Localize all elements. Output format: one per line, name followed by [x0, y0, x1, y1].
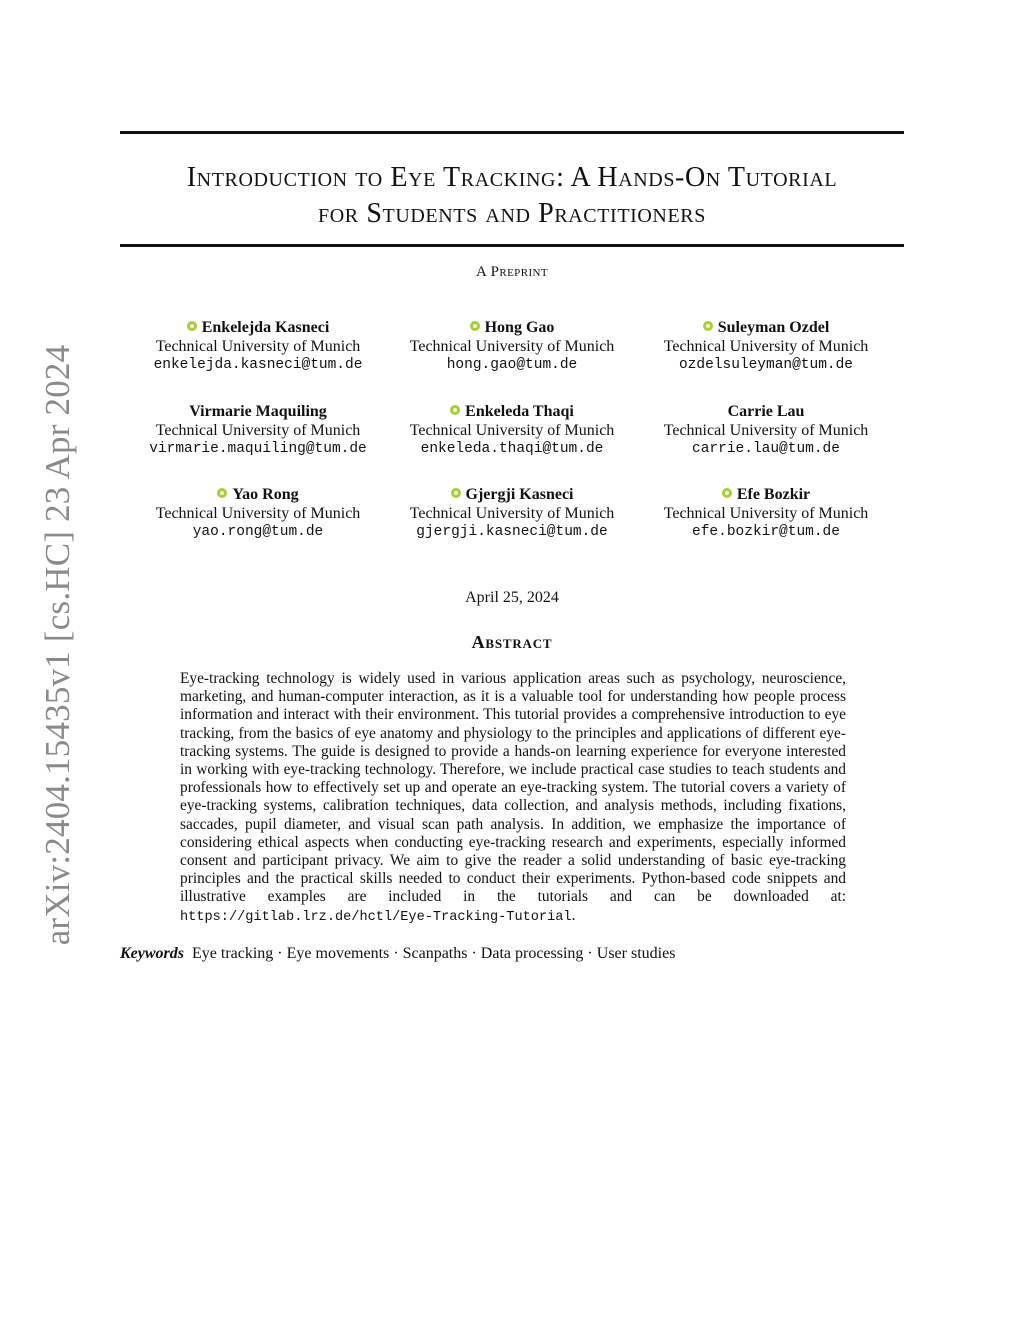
author-name: Suleyman Ozdel — [717, 319, 830, 336]
author-block — [382, 485, 642, 542]
author-name: Yao Rong — [232, 486, 299, 503]
author-email[interactable]: efe.bozkir@tum.de — [692, 524, 840, 540]
author-email[interactable]: carrie.lau@tum.de — [692, 441, 840, 457]
title-top-rule — [120, 131, 904, 134]
author-name: Hong Gao — [484, 319, 555, 336]
author-email[interactable]: enkeleda.thaqi@tum.de — [420, 441, 604, 457]
tutorial-link[interactable]: https://gitlab.lrz.de/hctl/Eye-Tracking-Tutorial — [180, 909, 572, 925]
author-block — [636, 318, 896, 375]
orcid-icon[interactable] — [722, 488, 732, 498]
title-line-2: for Students and Practitioners — [318, 198, 706, 229]
paper-title — [120, 160, 904, 232]
orcid-icon[interactable] — [450, 405, 460, 415]
author-affiliation: Technical University of Munich — [409, 505, 615, 522]
author-affiliation: Technical University of Munich — [663, 338, 869, 355]
author-email[interactable]: virmarie.maquiling@tum.de — [149, 441, 367, 457]
author-block — [128, 485, 388, 542]
abstract-body — [180, 670, 846, 927]
arxiv-stamp: arXiv:2404.15435v1 [cs.HC] 23 Apr 2024 — [38, 344, 77, 946]
author-name: Enkelejda Kasneci — [201, 319, 330, 336]
author-name: Carrie Lau — [727, 403, 805, 420]
author-affiliation: Technical University of Munich — [409, 338, 615, 355]
orcid-icon[interactable] — [187, 321, 197, 331]
author-affiliation: Technical University of Munich — [155, 338, 361, 355]
author-block — [636, 402, 896, 459]
keywords-line — [120, 945, 904, 963]
orcid-icon[interactable] — [470, 321, 480, 331]
author-name: Efe Bozkir — [736, 486, 811, 503]
orcid-icon[interactable] — [451, 488, 461, 498]
author-email[interactable]: hong.gao@tum.de — [446, 357, 578, 373]
author-block — [128, 402, 388, 459]
keywords-text: Eye tracking · Eye movements · Scanpaths · Data processing · User studies — [192, 945, 676, 962]
abstract-heading: Abstract — [471, 632, 553, 652]
title-bottom-rule — [120, 244, 904, 247]
title-line-1: Introduction to Eye Tracking: A Hands-On Tutorial — [186, 162, 838, 193]
orcid-icon[interactable] — [703, 321, 713, 331]
keywords-label: Keywords — [120, 945, 184, 962]
author-block — [382, 402, 642, 459]
author-affiliation: Technical University of Munich — [155, 505, 361, 522]
author-name: Enkeleda Thaqi — [465, 403, 574, 420]
author-affiliation: Technical University of Munich — [409, 422, 615, 439]
author-affiliation: Technical University of Munich — [663, 505, 869, 522]
abstract-end: . — [571, 906, 576, 924]
abstract-text: Eye-tracking technology is widely used in various application areas such as psychology, neuroscience, marketing, and human-computer interaction, as it is a valuable tool for understanding how people process information and interact with their environment. This tutorial provides a comprehensive introduction to eye tracking, from the basics of eye anatomy and physiology to the principles and applications of different eye-tracking systems. The guide is designed to provide a hands-on learning experience for everyone interested in working with eye-tracking technology. Therefore, we include practical case studies to teach students and professionals how to effectively set up and operate an eye-tracking system. The tutorial covers a variety of eye-tracking systems, calibration techniques, data collection, and analysis methods, including fixations, saccades, pupil diameter, and visual scan path analysis. In addition, we emphasize the importance of considering ethical aspects when conducting eye-tracking research and experiments, especially informed consent and participant privacy. We aim to give the reader a solid understanding of basic eye-tracking principles and the practical skills needed to conduct their experiments. Python-based code snippets and illustrative examples are included in the tutorials and can be downloaded at: — [180, 670, 846, 906]
author-email[interactable]: yao.rong@tum.de — [192, 524, 324, 540]
author-block — [382, 318, 642, 375]
author-affiliation: Technical University of Munich — [155, 422, 361, 439]
publication-date: April 25, 2024 — [465, 589, 559, 606]
orcid-icon[interactable] — [217, 488, 227, 498]
author-name: Gjergji Kasneci — [465, 486, 574, 503]
author-block — [636, 485, 896, 542]
author-block — [128, 318, 388, 375]
author-email[interactable]: gjergji.kasneci@tum.de — [416, 524, 608, 540]
author-affiliation: Technical University of Munich — [663, 422, 869, 439]
preprint-label: A Preprint — [476, 264, 548, 280]
author-email[interactable]: ozdelsuleyman@tum.de — [678, 357, 854, 373]
author-email[interactable]: enkelejda.kasneci@tum.de — [153, 357, 363, 373]
author-name: Virmarie Maquiling — [189, 403, 327, 420]
